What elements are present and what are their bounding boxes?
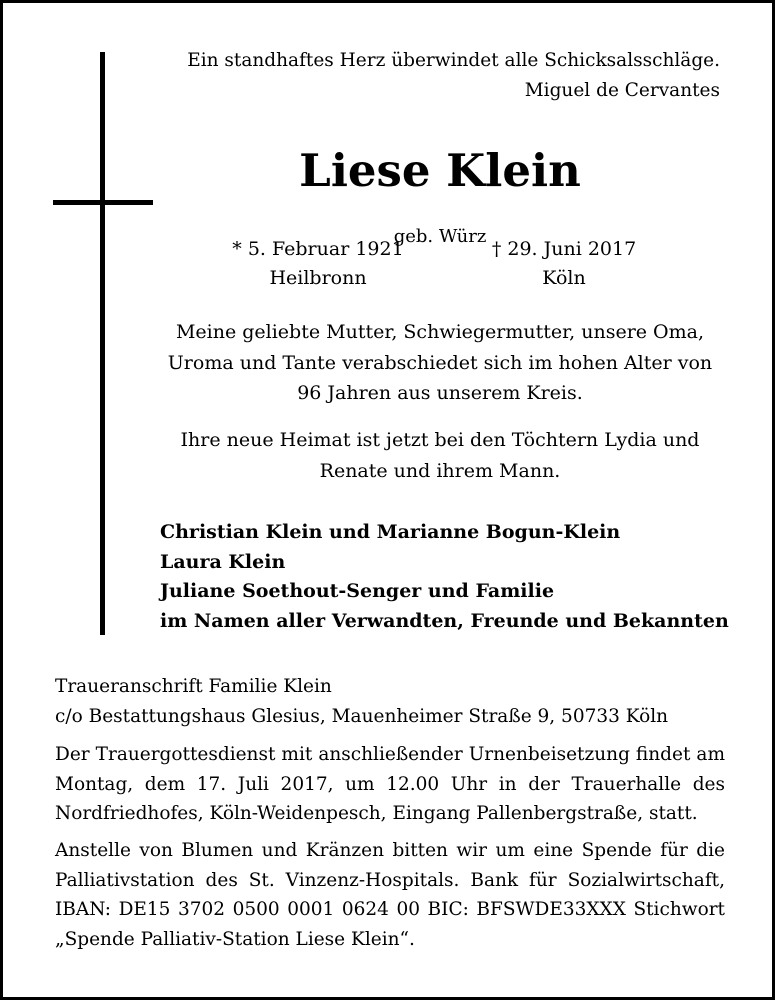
signer-line: Christian Klein und Marianne Bogun-Klein <box>160 521 621 543</box>
birth-name: geb. Würz <box>393 226 487 247</box>
funeral-service-info: Der Trauergottesdienst mit anschließender Urnenbeisetzung findet am Montag, dem 17. Juli 2017, um 12.00 Uhr in der Trauerhalle des Nordfriedhofes, Köln-Weidenpesch, Eingang Pallenbergstraße, statt. <box>55 744 725 824</box>
address-line-2: c/o Bestattungshaus Glesius, Mauenheimer Straße 9, 50733 Köln <box>55 705 669 727</box>
cross-icon-vertical-bar <box>100 52 105 635</box>
birth-info <box>198 235 438 293</box>
death-date: † 29. Juni 2017 <box>491 238 637 260</box>
birth-date: * 5. Februar 1921 <box>232 238 404 260</box>
quote-author: Miguel de Cervantes <box>524 80 720 101</box>
mourning-address <box>55 672 725 731</box>
signer-line: im Namen aller Verwandten, Freunde und Bekannten <box>160 609 729 632</box>
signers-list <box>160 518 760 636</box>
cross-icon-horizontal-bar <box>53 200 153 205</box>
address-line-1: Traueranschrift Familie Klein <box>55 676 332 697</box>
death-info <box>444 235 684 293</box>
farewell-message: Meine geliebte Mutter, Schwiegermutter, unsere Oma, Uroma und Tante verabschiedet sich im hohen Alter von 96 Jahren aus unserem Kreis. <box>167 321 713 404</box>
donation-info: Anstelle von Blumen und Kränzen bitten wir um eine Spende für die Palliativstation des St. Vinzenz-Hospitals. Bank für Sozialwirtschaft, IBAN: DE15 3702 0500 0001 0624 00 BIC: BFSWDE33XXX Stichwort „Spende Palliativ-Station Liese Klein“. <box>55 840 725 950</box>
death-place: Köln <box>542 267 586 289</box>
signer-line: Juliane Soethout-Senger und Familie <box>160 580 555 602</box>
epigraph-quote <box>160 46 720 106</box>
birth-place: Heilbronn <box>269 267 367 289</box>
signer-line: Laura Klein <box>160 550 286 573</box>
new-home-message: Ihre neue Heimat ist jetzt bei den Töchtern Lydia und Renate und ihrem Mann. <box>180 429 700 482</box>
deceased-name: Liese Klein <box>299 144 581 197</box>
quote-text: Ein standhaftes Herz überwindet alle Schicksalsschläge. <box>187 50 720 71</box>
